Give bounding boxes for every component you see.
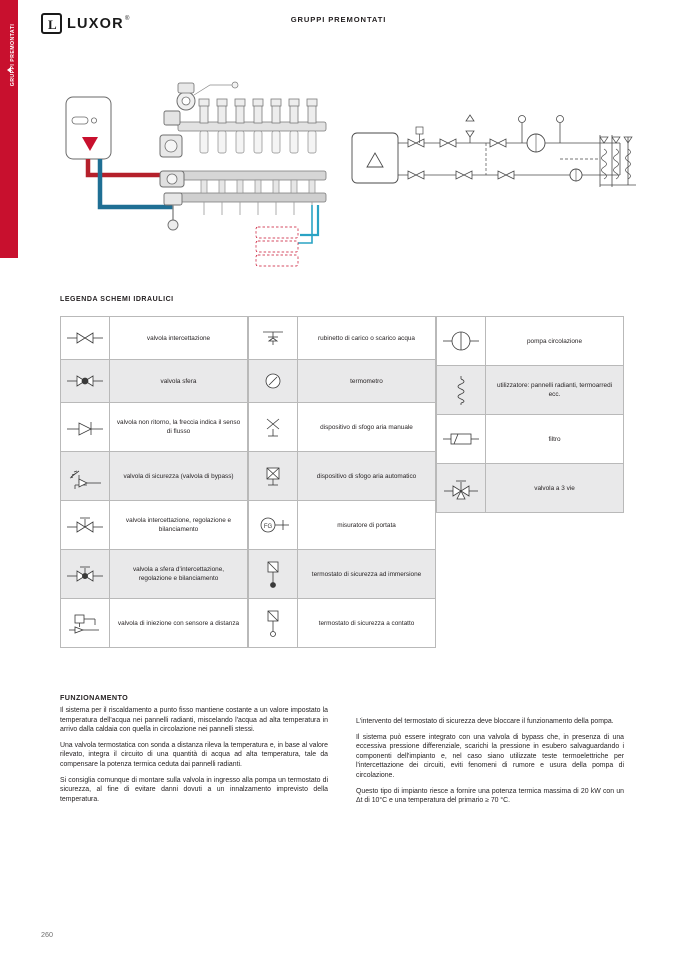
- legend-label: valvola non ritorno, la freccia indica il senso di flusso: [116, 419, 241, 435]
- scheme-drawings-svg: [60, 75, 640, 285]
- legend-column-1: [60, 316, 248, 648]
- legend-table: [60, 316, 624, 648]
- legend-label: dispositivo di sfogo aria automatico: [316, 472, 417, 480]
- brand-registered-mark: ®: [125, 16, 130, 22]
- circulation-pump-icon: [437, 317, 486, 365]
- body-paragraph: Una valvola termostatica con sonda a distanza rileva la temperatura e, in base al valore rilevato, integra il circuito di una quantità di acqua ad alta temperatura, tale da compensare la potenza termica ceduta dai pannelli radianti.: [60, 741, 328, 768]
- ball-balancing-valve-icon: [61, 550, 110, 598]
- legend-row: [248, 402, 436, 451]
- radiant-panel-icon: [437, 366, 486, 414]
- legend-label: termostato di sicurezza a contatto: [318, 619, 415, 627]
- automatic-air-vent-icon: [249, 452, 298, 500]
- legend-label: valvola di iniezione con sensore a distanza: [117, 619, 240, 627]
- brand-wordmark: LUXOR: [67, 16, 124, 32]
- legend-row: [248, 598, 436, 648]
- section-tab-label: GRUPPI PREMONTATI: [10, 23, 16, 87]
- legend-row: [60, 402, 248, 451]
- legend-label: valvola intercettazione: [146, 334, 211, 342]
- legend-row: [60, 500, 248, 549]
- legend-label: utilizzatore: pannelli radianti, termoarredi ecc.: [496, 382, 613, 398]
- body-column-left: [60, 706, 328, 806]
- legend-row: [436, 463, 624, 513]
- immersion-safety-thermostat-icon: [249, 550, 298, 598]
- page-title: GRUPPI PREMONTATI: [290, 15, 387, 24]
- body-column-right: [356, 717, 624, 806]
- section-tab: [0, 0, 18, 258]
- contact-safety-thermostat-icon: [249, 599, 298, 647]
- legend-row: [248, 500, 436, 549]
- logo-letter: L: [48, 17, 57, 32]
- legend-label: filtro: [548, 435, 561, 443]
- legend-label: valvola di sicurezza (valvola di bypass): [123, 472, 234, 480]
- legend-row: [248, 451, 436, 500]
- legend-column-2: [248, 316, 436, 648]
- legend-label: dispositivo di sfogo aria manuale: [320, 423, 413, 431]
- manual-air-vent-icon: [249, 403, 298, 451]
- body-columns: [60, 706, 624, 806]
- body-paragraph: L'intervento del termostato di sicurezza deve bloccare il funzionamento della pompa.: [356, 718, 614, 725]
- legend-row: [436, 414, 624, 463]
- legend-label: termometro: [350, 377, 383, 385]
- legend-row: [60, 451, 248, 500]
- legend-row: [60, 316, 248, 359]
- legend-column-3: [436, 316, 624, 648]
- legend-row: [436, 365, 624, 414]
- legend-label: termostato di sicurezza ad immersione: [311, 570, 422, 578]
- thermometer-icon: [249, 360, 298, 402]
- body-paragraph: Questo tipo di impianto riesce a fornire una potenza termica massima di 20 kW con un Δt di 10°C e una temperatura del primario ≥ 70 °C.: [356, 787, 624, 805]
- check-valve-icon: [61, 403, 110, 451]
- legend-label: valvola a sfera d'intercettazione, regolazione e bilanciamento: [132, 566, 225, 582]
- injection-valve-icon: [61, 599, 110, 647]
- body-paragraph: Si consiglia comunque di montare sulla valvola in ingresso alla pompa un termostato di sicurezza, al fine di evitare danni dovuti a un innalzamento imprevisto della temperatura.: [60, 776, 328, 803]
- gate-valve-icon: [61, 317, 110, 359]
- balancing-valve-icon: [61, 501, 110, 549]
- legend-label: valvola a 3 vie: [534, 484, 575, 492]
- three-way-valve-icon: [437, 464, 486, 512]
- legend-row: [60, 598, 248, 648]
- page-number: 260: [41, 930, 53, 939]
- filter-icon: [437, 415, 486, 463]
- ball-valve-icon: [61, 360, 110, 402]
- legend-label: pompa circolazione: [526, 337, 583, 345]
- legend-label: valvola sfera: [160, 377, 197, 385]
- legend-row: [248, 359, 436, 402]
- legend-row: [60, 549, 248, 598]
- legend-row: [60, 359, 248, 402]
- hydraulic-schemes: [60, 75, 640, 285]
- legend-row: [248, 316, 436, 359]
- safety-valve-icon: [61, 452, 110, 500]
- legend-title: LEGENDA SCHEMI IDRAULICI: [60, 296, 174, 303]
- legend-row: [248, 549, 436, 598]
- legend-label: rubinetto di carico o scarico acqua: [318, 334, 415, 342]
- body-section: [60, 693, 624, 806]
- legend-label: misuratore di portata: [337, 521, 396, 529]
- body-paragraph: Il sistema può essere integrato con una valvola di bypass che, in presenza di una eccessiva pressione differenziale, scarichi la pressione in esubero salvaguardando i componenti dell'impianto e, nel caso siano utilizzate teste termoelettriche per l'intercettazione dei circuiti, eviti fenomeni di rumore e usura della pompa di circolazione.: [356, 733, 624, 779]
- legend-label: valvola intercettazione, regolazione e bilanciamento: [125, 517, 232, 533]
- legend-row: [436, 316, 624, 365]
- body-heading: FUNZIONAMENTO: [60, 693, 129, 702]
- body-paragraph: Il sistema per il riscaldamento a punto fisso mantiene costante a un valore impostato la temperatura dell'acqua nei pannelli radianti, miscelando l'acqua ad alta temperatura in arrivo dalla caldaia con quella in circolazione nei pannelli stessi.: [60, 707, 328, 734]
- triangle-left-icon: [7, 67, 11, 73]
- svg-text:FG: FG: [263, 524, 273, 530]
- flow-meter-icon: [249, 501, 298, 549]
- fill-drain-cock-icon: [249, 317, 298, 359]
